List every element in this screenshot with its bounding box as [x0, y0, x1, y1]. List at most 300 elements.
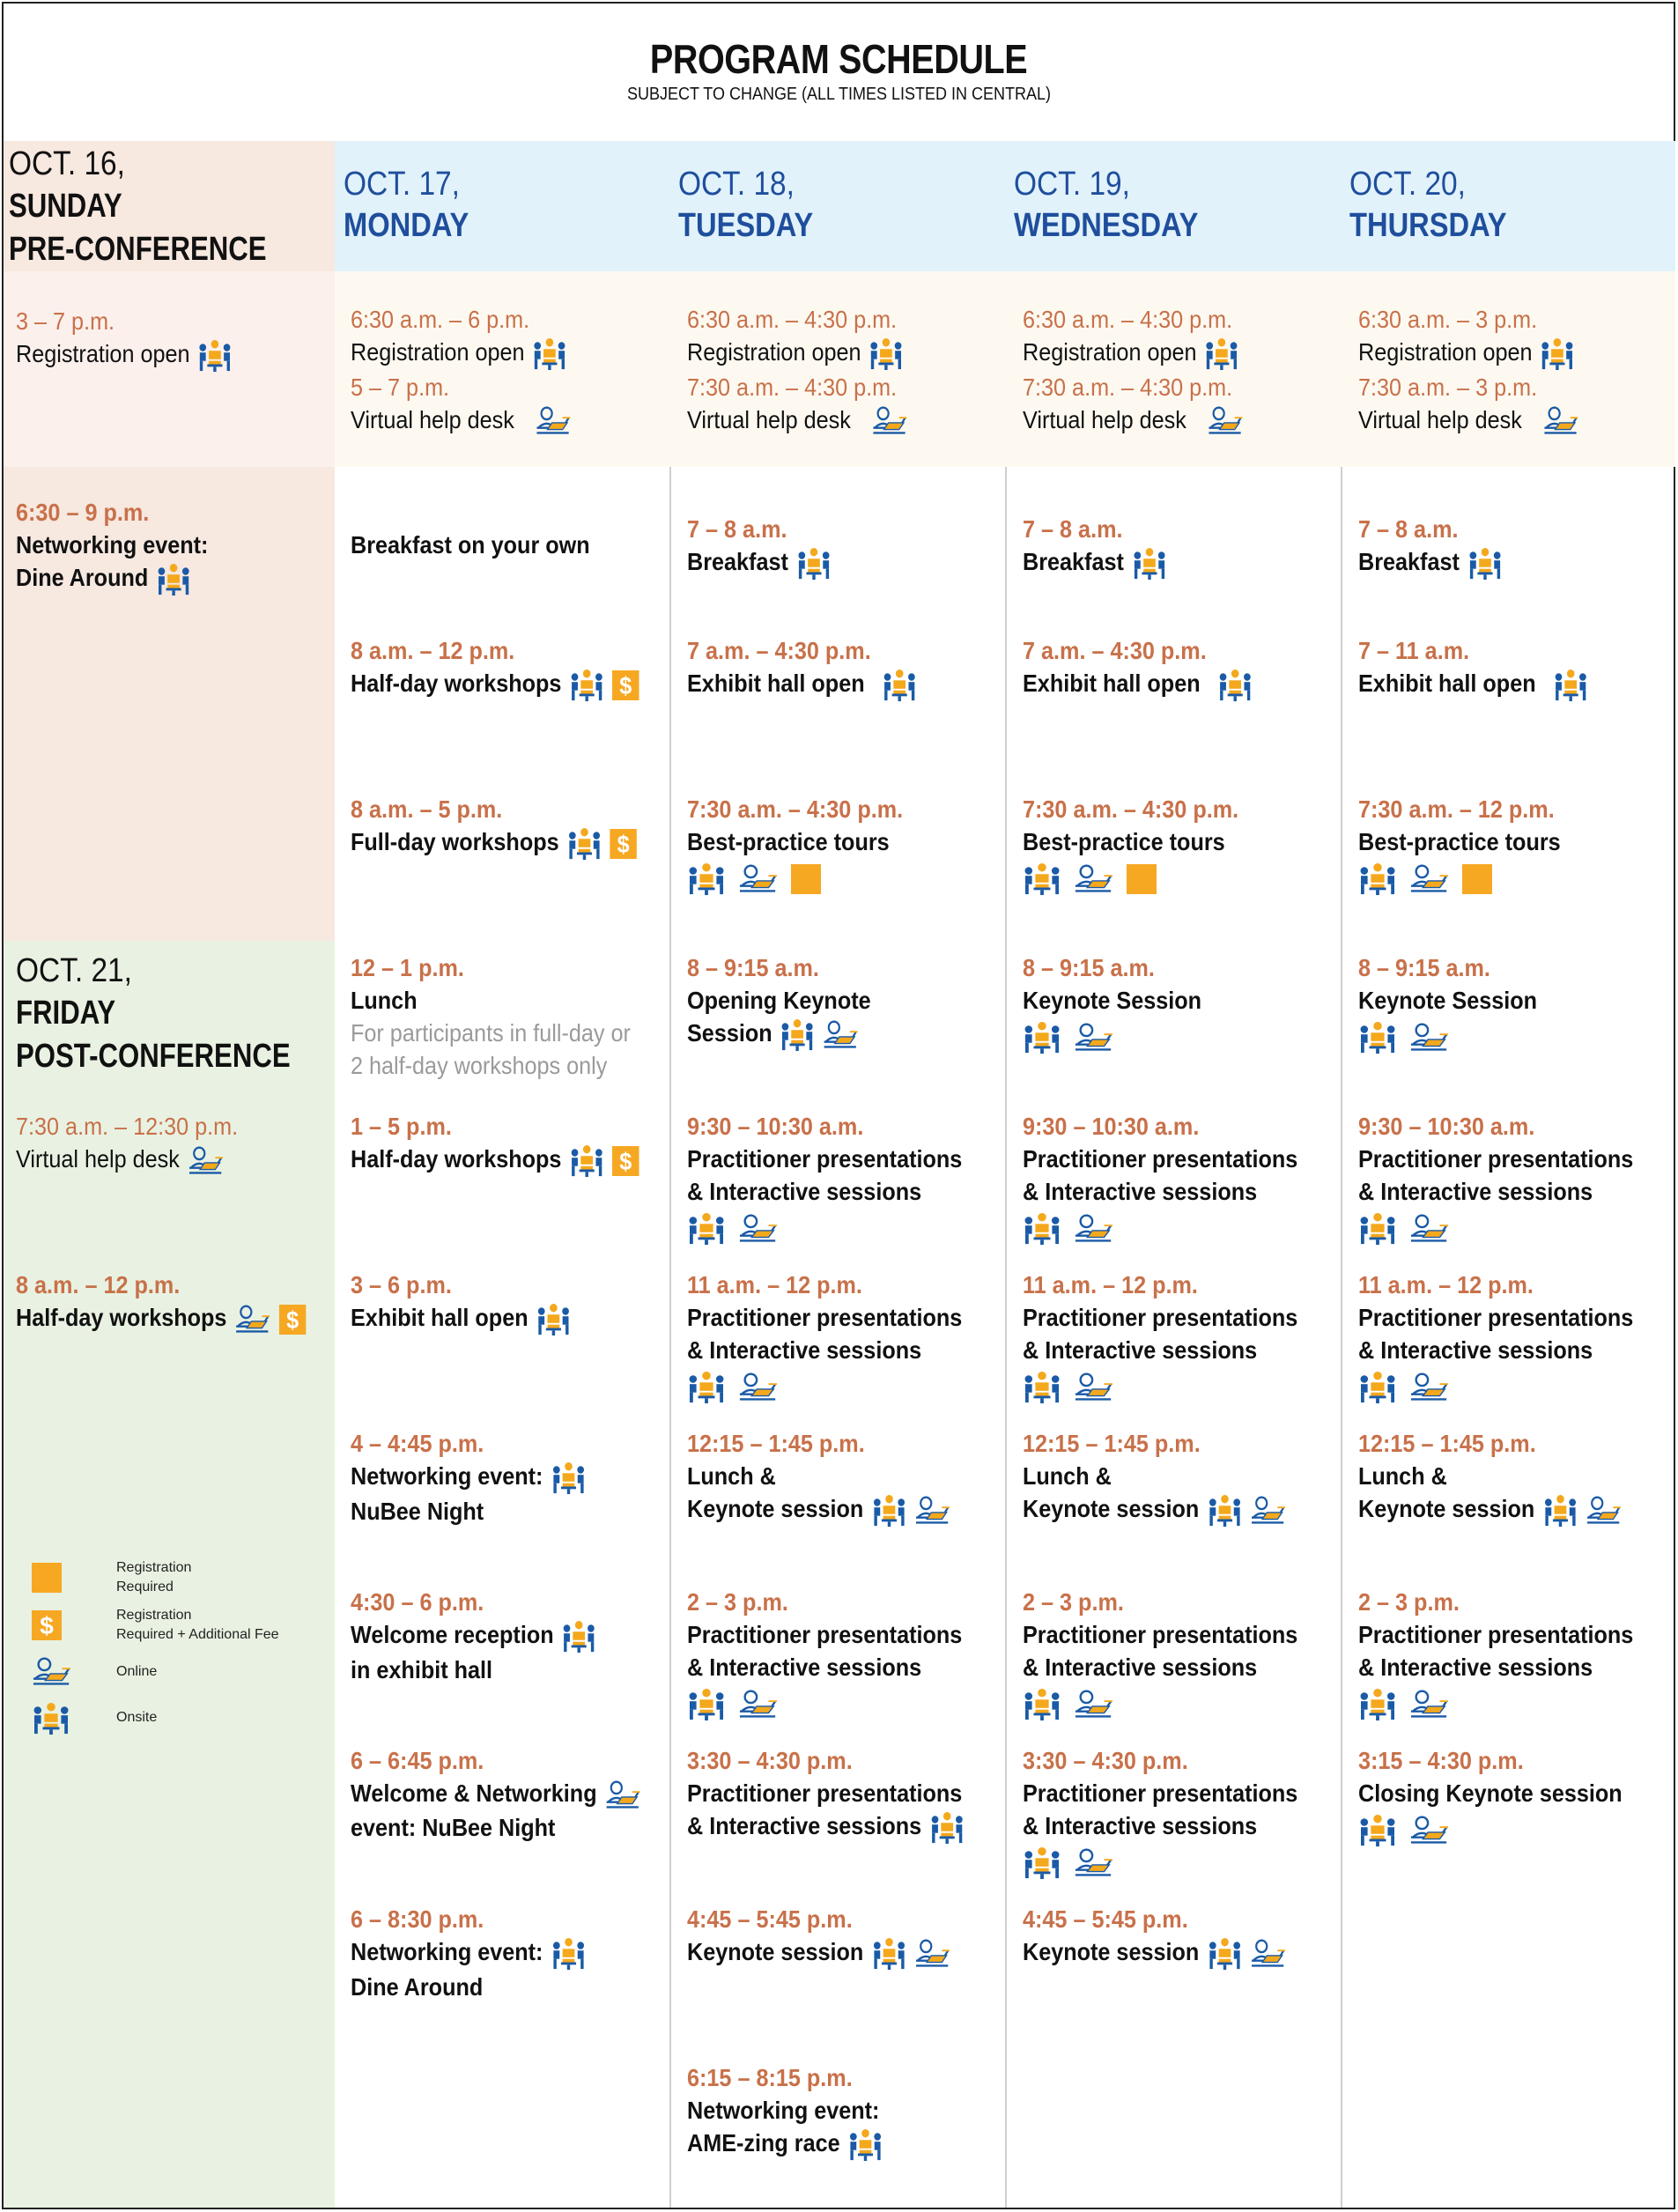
monday-event-6 [351, 1427, 676, 1528]
onsite-icon [1205, 337, 1240, 371]
tuesday-presentations-2 [687, 1269, 1013, 1405]
online-icon [1074, 863, 1114, 895]
tuesday-presentations-3 [687, 1586, 1013, 1722]
sunday-date: OCT. 16, [9, 145, 125, 182]
sunday-header [9, 143, 323, 271]
thursday-presentations-2 [1358, 1269, 1678, 1405]
online-icon [32, 1656, 72, 1688]
event-time: 7:30 a.m. – 12:30 p.m. [16, 1113, 239, 1140]
onsite-icon [1207, 1937, 1242, 1971]
online-icon [605, 1779, 641, 1811]
icon-row [687, 1370, 1013, 1405]
event-name: Registration open [16, 337, 309, 373]
svg-text:$: $ [619, 1147, 632, 1175]
event-name: Lunch [351, 987, 418, 1014]
monday-event-1 [351, 634, 676, 702]
online-icon [1586, 1495, 1622, 1527]
monday-registration [351, 303, 676, 437]
event-name: & Interactive sessions [687, 1336, 922, 1364]
wednesday-exhibit [1023, 634, 1349, 702]
event-time: 8 a.m. – 12 p.m. [16, 1271, 181, 1298]
online-icon [1409, 1372, 1450, 1403]
event-time: 6:15 – 8:15 p.m. [687, 2064, 853, 2091]
event-time: 6:30 a.m. – 6 p.m. [351, 306, 530, 333]
icon-row [1023, 1370, 1349, 1405]
event-time: 6:30 – 9 p.m. [16, 499, 150, 526]
onsite-icon [1542, 1494, 1578, 1528]
tuesday-keynote-session [687, 1903, 1013, 1971]
registration-required-icon [791, 864, 821, 894]
wednesday-registration [1023, 303, 1349, 437]
onsite-icon [1023, 1021, 1061, 1054]
event-name: Session [687, 1017, 980, 1052]
monday-event-7 [351, 1586, 676, 1686]
monday-event-4 [351, 1110, 676, 1178]
online-icon [738, 1213, 779, 1245]
thursday-presentations-3 [1358, 1586, 1678, 1722]
onsite-icon [780, 1018, 816, 1052]
event-name: & Interactive sessions [1358, 1336, 1593, 1364]
onsite-icon [687, 1371, 726, 1404]
event-name: Keynote session [687, 1935, 980, 1971]
wednesday-tours [1023, 793, 1349, 897]
event-time: 7 a.m. – 4:30 p.m. [1023, 637, 1207, 664]
icon-row [687, 1211, 1013, 1247]
onsite-icon [1467, 547, 1503, 581]
registration-required-icon [1462, 864, 1492, 894]
online-icon [1250, 1495, 1286, 1527]
thursday-tours [1358, 793, 1678, 897]
event-name: in exhibit hall [351, 1655, 493, 1683]
onsite-icon [536, 1303, 572, 1336]
thursday-header [1349, 164, 1533, 247]
fee-icon [279, 1305, 307, 1335]
online-icon [1250, 1938, 1286, 1970]
onsite-icon [1023, 862, 1061, 896]
tuesday-registration [687, 303, 1013, 437]
monday-event-5 [351, 1269, 676, 1336]
onsite-icon [1358, 1212, 1397, 1246]
icon-row [1023, 1211, 1349, 1247]
onsite-icon [1023, 1688, 1061, 1721]
event-time: 4:45 – 5:45 p.m. [1023, 1905, 1188, 1933]
event-name: Virtual help desk [687, 403, 980, 438]
event-name: Virtual help desk [1358, 403, 1652, 438]
event-name: Practitioner presentations [1358, 1304, 1634, 1331]
wednesday-presentations-1 [1023, 1110, 1349, 1247]
wednesday-presentations-3 [1023, 1586, 1349, 1722]
onsite-icon [1358, 862, 1397, 896]
onsite-icon [569, 1144, 604, 1178]
event-name: Welcome & Networking [351, 1777, 644, 1811]
tuesday-networking [687, 2061, 1013, 2162]
event-time: 1 – 5 p.m. [351, 1113, 452, 1140]
event-time: 12:15 – 1:45 p.m. [687, 1430, 865, 1457]
event-time: 3 – 7 p.m. [16, 307, 115, 335]
event-name: Practitioner presentations [1023, 1304, 1298, 1331]
event-time: 8 – 9:15 a.m. [687, 954, 819, 981]
monday-header [344, 164, 489, 247]
onsite-icon [871, 1937, 906, 1971]
event-name: Breakfast [687, 545, 980, 581]
wednesday-breakfast [1023, 513, 1349, 581]
onsite-icon [198, 339, 233, 373]
sunday-registration [16, 305, 342, 373]
sunday-networking [16, 496, 342, 596]
event-time: 2 – 3 p.m. [1023, 1588, 1124, 1616]
event-name: Full-day workshops $ [351, 825, 644, 861]
event-time: 6 – 6:45 p.m. [351, 1747, 484, 1774]
event-name: Closing Keynote session [1358, 1779, 1623, 1807]
thursday-date: OCT. 20, [1349, 166, 1466, 203]
event-name: Best-practice tours [1358, 828, 1561, 855]
registration-required-icon [32, 1563, 62, 1593]
online-icon [1074, 1213, 1114, 1245]
online-icon [1074, 1372, 1114, 1403]
event-time: 7 – 8 a.m. [1023, 515, 1123, 543]
event-name: Virtual help desk [1023, 403, 1316, 438]
event-name: Half-day workshops $ [16, 1301, 309, 1335]
online-icon [738, 863, 779, 895]
event-name: Networking event: [351, 1460, 644, 1495]
header [0, 35, 1678, 105]
event-name: Practitioner presentations [687, 1621, 963, 1648]
event-name: Networking event: [16, 531, 209, 559]
event-name: Lunch & [687, 1462, 776, 1490]
event-time: 12 – 1 p.m. [351, 954, 464, 981]
online-icon [1207, 405, 1243, 437]
sunday-label: PRE-CONFERENCE [9, 231, 267, 268]
fee-icon [612, 670, 639, 700]
event-name: & Interactive sessions [1358, 1178, 1593, 1205]
icon-row [687, 1687, 1013, 1722]
wednesday-date: OCT. 19, [1014, 166, 1130, 203]
friday-label: POST-CONFERENCE [16, 1038, 291, 1075]
event-name: Registration open [351, 336, 644, 371]
online-icon [1542, 405, 1578, 437]
onsite-icon [1023, 1212, 1061, 1246]
onsite-icon [929, 1811, 965, 1845]
onsite-icon [1553, 669, 1588, 702]
event-name: Practitioner presentations [687, 1779, 963, 1807]
onsite-icon [848, 2128, 883, 2162]
event-time: 7 – 8 a.m. [687, 515, 787, 543]
event-name: Breakfast on your own [351, 531, 590, 559]
thursday-presentations-1 [1358, 1110, 1678, 1247]
friday-day: FRIDAY [16, 995, 116, 1032]
wednesday-lunch [1023, 1427, 1349, 1528]
event-name: AME-zing race [687, 2127, 980, 2162]
event-name: Keynote Session [1358, 987, 1538, 1014]
onsite-icon [1358, 1688, 1397, 1721]
event-time: 12:15 – 1:45 p.m. [1358, 1430, 1536, 1457]
onsite-icon [1358, 1371, 1397, 1404]
event-time: 11 a.m. – 12 p.m. [1023, 1271, 1198, 1298]
thursday-registration [1358, 303, 1678, 437]
event-name: Keynote session [687, 1492, 980, 1528]
event-time: 9:30 – 10:30 a.m. [1023, 1113, 1200, 1140]
wednesday-presentations-2 [1023, 1269, 1349, 1405]
online-icon [535, 405, 571, 437]
event-time: 4:45 – 5:45 p.m. [687, 1905, 853, 1933]
tuesday-breakfast [687, 513, 1013, 581]
event-name: Registration open [1358, 336, 1652, 371]
friday-helpdesk [16, 1110, 342, 1177]
online-icon [188, 1145, 224, 1177]
event-name: Keynote session [1023, 1935, 1316, 1971]
sunday-day: SUNDAY [9, 188, 122, 225]
wednesday-presentations-4 [1023, 1744, 1349, 1881]
event-time: 3 – 6 p.m. [351, 1271, 452, 1298]
event-name: Best-practice tours [687, 828, 890, 855]
friday-workshops [16, 1269, 342, 1335]
tuesday-header [678, 164, 835, 247]
onsite-icon [1207, 1494, 1242, 1528]
event-time: 11 a.m. – 12 p.m. [687, 1271, 862, 1298]
event-name: Welcome reception [351, 1618, 644, 1653]
event-name: Practitioner presentations [687, 1304, 963, 1331]
fee-icon [610, 829, 637, 859]
icon-row [1023, 1846, 1349, 1881]
event-name: Keynote session [1358, 1492, 1652, 1528]
event-name: NuBee Night [351, 1497, 484, 1525]
online-icon [738, 1689, 779, 1720]
icon-row [1358, 1020, 1678, 1055]
online-icon [914, 1495, 950, 1527]
onsite-icon [551, 1937, 586, 1971]
icon-row [1023, 862, 1349, 897]
online-icon [1409, 1689, 1450, 1720]
event-name: Practitioner presentations [1358, 1621, 1634, 1648]
event-time: 6 – 8:30 p.m. [351, 1905, 484, 1933]
event-name: Breakfast [1023, 545, 1316, 581]
event-name: Opening Keynote [687, 987, 871, 1014]
online-icon [234, 1304, 270, 1335]
tuesday-keynote [687, 951, 1013, 1052]
event-name: Practitioner presentations [687, 1145, 963, 1173]
event-name: Dine Around [16, 561, 309, 596]
event-name: Practitioner presentations [1358, 1145, 1634, 1173]
fee-icon [32, 1610, 62, 1640]
onsite-icon [569, 669, 604, 702]
fee-icon [612, 1146, 639, 1176]
event-name: & Interactive sessions [1358, 1653, 1593, 1681]
event-name: Lunch & [1023, 1462, 1112, 1490]
thursday-exhibit [1358, 634, 1678, 702]
online-icon [1074, 1689, 1114, 1720]
icon-row [1358, 1813, 1678, 1848]
onsite-icon [1023, 1371, 1061, 1404]
event-name: & Interactive sessions [687, 1178, 922, 1205]
monday-date: OCT. 17, [344, 166, 460, 203]
event-name: Exhibit hall open [1358, 667, 1652, 702]
wednesday-keynote [1023, 951, 1349, 1055]
monday-event-8 [351, 1744, 676, 1844]
onsite-icon [32, 1702, 70, 1735]
wednesday-keynote-session [1023, 1903, 1349, 1971]
thursday-lunch [1358, 1427, 1678, 1528]
event-time: 7:30 a.m. – 4:30 p.m. [687, 795, 904, 823]
event-name: Best-practice tours [1023, 828, 1225, 855]
event-name: Practitioner presentations [1023, 1779, 1298, 1807]
online-icon [1409, 1815, 1450, 1846]
event-time: 8 a.m. – 12 p.m. [351, 637, 515, 664]
onsite-icon [533, 337, 568, 371]
tuesday-date: OCT. 18, [678, 166, 795, 203]
event-time: 2 – 3 p.m. [687, 1588, 788, 1616]
onsite-icon [1358, 1814, 1397, 1847]
online-icon [738, 1372, 779, 1403]
event-time: 7 – 11 a.m. [1358, 637, 1470, 664]
event-time: 7:30 a.m. – 4:30 p.m. [687, 373, 898, 401]
thursday-day: THURSDAY [1349, 207, 1507, 244]
tuesday-tours [687, 793, 1013, 897]
event-name: Keynote Session [1023, 987, 1202, 1014]
onsite-icon [1023, 1846, 1061, 1880]
event-name: Dine Around [351, 1972, 484, 2001]
event-time: 4:30 – 6 p.m. [351, 1588, 484, 1616]
friday-date: OCT. 21, [16, 952, 132, 989]
event-name: & Interactive sessions [687, 1653, 922, 1681]
event-name: Breakfast [1358, 545, 1652, 581]
icon-row [1023, 1687, 1349, 1722]
event-name: Exhibit hall open [351, 1301, 644, 1336]
wednesday-day: WEDNESDAY [1014, 207, 1199, 244]
online-icon [1074, 1847, 1114, 1879]
event-name: Exhibit hall open [687, 667, 980, 702]
event-time: 7:30 a.m. – 4:30 p.m. [1023, 795, 1239, 823]
icon-row [1358, 1687, 1678, 1722]
onsite-icon [1358, 1021, 1397, 1054]
wednesday-header [1014, 164, 1229, 247]
event-time: 4 – 4:45 p.m. [351, 1430, 484, 1457]
event-note: 2 half-day workshops only [351, 1052, 608, 1079]
online-icon [1074, 1022, 1114, 1054]
tuesday-presentations-1 [687, 1110, 1013, 1247]
onsite-icon [1541, 337, 1576, 371]
onsite-icon [687, 1688, 726, 1721]
onsite-icon [1217, 669, 1253, 702]
event-name: Practitioner presentations [1023, 1145, 1298, 1173]
event-name: Keynote session [1023, 1492, 1316, 1528]
event-time: 5 – 7 p.m. [351, 373, 450, 401]
tuesday-day: TUESDAY [678, 207, 814, 244]
event-time: 3:30 – 4:30 p.m. [1023, 1747, 1188, 1774]
event-time: 6:30 a.m. – 3 p.m. [1358, 306, 1538, 333]
friday-header [16, 950, 351, 1078]
onsite-icon [869, 337, 905, 371]
event-name: & Interactive sessions [1023, 1653, 1258, 1681]
tuesday-exhibit [687, 634, 1013, 702]
online-icon [823, 1019, 859, 1051]
icon-row [1358, 1211, 1678, 1247]
online-icon [914, 1938, 950, 1970]
icon-row [687, 862, 1013, 897]
onsite-icon [796, 547, 832, 581]
event-name: Virtual help desk [351, 403, 644, 438]
event-name: Networking event: [687, 2097, 880, 2124]
monday-event-3 [351, 951, 676, 1082]
tuesday-lunch [687, 1427, 1013, 1528]
event-name: Networking event: [351, 1935, 644, 1971]
event-time: 8 – 9:15 a.m. [1023, 954, 1155, 981]
monday-day: MONDAY [344, 207, 469, 244]
event-time: 11 a.m. – 12 p.m. [1358, 1271, 1534, 1298]
online-icon [1409, 1022, 1450, 1054]
event-time: 3:15 – 4:30 p.m. [1358, 1747, 1524, 1774]
event-name: Virtual help desk [16, 1143, 309, 1177]
icon-row [1358, 1370, 1678, 1405]
event-name: Registration open [1023, 336, 1316, 371]
event-time: 7 a.m. – 4:30 p.m. [687, 637, 871, 664]
event-time: 2 – 3 p.m. [1358, 1588, 1460, 1616]
event-name: Half-day workshops $ [351, 667, 644, 702]
event-time: 9:30 – 10:30 a.m. [1358, 1113, 1535, 1140]
onsite-icon [562, 1620, 597, 1653]
thursday-breakfast [1358, 513, 1678, 581]
icon-row [1358, 862, 1678, 897]
event-time: 9:30 – 10:30 a.m. [687, 1113, 864, 1140]
event-name: Lunch & [1358, 1462, 1447, 1490]
monday-event-2 [351, 793, 676, 861]
onsite-icon [567, 827, 602, 861]
event-time: 8 – 9:15 a.m. [1358, 954, 1490, 981]
onsite-icon [1132, 547, 1167, 581]
onsite-icon [687, 862, 726, 896]
svg-text:$: $ [40, 1612, 54, 1639]
onsite-icon [871, 1494, 906, 1528]
online-icon [1409, 863, 1450, 895]
event-note: For participants in full-day or [351, 1019, 631, 1047]
page-title: PROGRAM SCHEDULE [650, 36, 1028, 82]
thursday-closing-keynote [1358, 1744, 1678, 1848]
event-name: Half-day workshops $ [351, 1143, 644, 1178]
online-icon [1409, 1213, 1450, 1245]
page-subtitle: SUBJECT TO CHANGE (ALL TIMES LISTED IN CENTRAL) [626, 85, 1052, 104]
event-name: & Interactive sessions [1023, 1336, 1258, 1364]
icon-row [1023, 1020, 1349, 1055]
event-time: 7:30 a.m. – 4:30 p.m. [1023, 373, 1233, 401]
event-name: & Interactive sessions [1023, 1812, 1258, 1839]
onsite-icon [156, 563, 191, 596]
monday-breakfast [351, 529, 676, 561]
onsite-icon [687, 1212, 726, 1246]
svg-text:$: $ [619, 671, 632, 699]
event-time: 6:30 a.m. – 4:30 p.m. [1023, 306, 1233, 333]
onsite-icon [882, 669, 917, 702]
event-name: & Interactive sessions [1023, 1178, 1258, 1205]
event-time: 7 – 8 a.m. [1358, 515, 1459, 543]
event-time: 6:30 a.m. – 4:30 p.m. [687, 306, 898, 333]
registration-required-icon [1127, 864, 1157, 894]
onsite-icon [551, 1461, 586, 1495]
event-name: Registration open [687, 336, 980, 371]
svg-text:$: $ [286, 1306, 299, 1334]
event-name: Practitioner presentations [1023, 1621, 1298, 1648]
event-time: 7:30 a.m. – 12 p.m. [1358, 795, 1555, 823]
event-time: 3:30 – 4:30 p.m. [687, 1747, 853, 1774]
event-name: Exhibit hall open [1023, 667, 1316, 702]
svg-text:$: $ [617, 830, 630, 858]
monday-event-9 [351, 1903, 676, 2003]
thursday-keynote [1358, 951, 1678, 1055]
event-time: 12:15 – 1:45 p.m. [1023, 1430, 1201, 1457]
event-name: & Interactive sessions [687, 1809, 980, 1845]
event-name: event: NuBee Night [351, 1813, 556, 1841]
event-time: 8 a.m. – 5 p.m. [351, 795, 503, 823]
online-icon [871, 405, 907, 437]
event-time: 7:30 a.m. – 3 p.m. [1358, 373, 1538, 401]
